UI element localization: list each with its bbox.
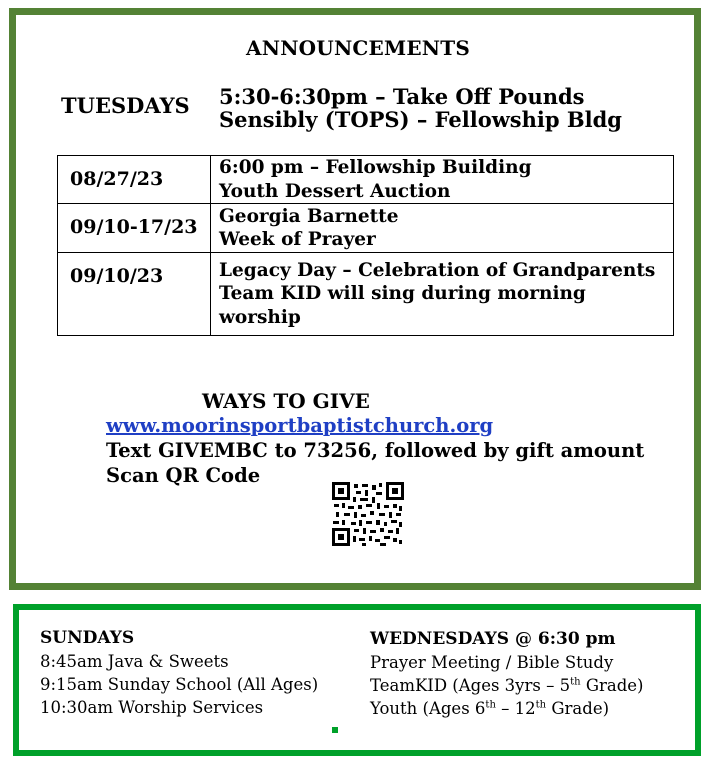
tuesday-line-2: Sensibly (TOPS) – Fellowship Bldg	[219, 107, 622, 132]
event-date: 09/10-17/23	[58, 204, 211, 253]
decorative-dot	[332, 727, 338, 733]
tuesday-label: TUESDAYS	[61, 93, 190, 118]
event-details	[211, 253, 674, 336]
wednesdays-column	[370, 628, 644, 720]
qr-code-icon[interactable]	[332, 482, 404, 546]
tuesday-line-1: 5:30-6:30pm – Take Off Pounds	[219, 84, 585, 109]
event-line: Georgia Barnette	[219, 205, 399, 227]
item-text: Grade)	[580, 676, 644, 695]
table-row	[58, 253, 674, 336]
wednesday-item	[370, 697, 644, 720]
ordinal-suffix: th	[535, 699, 547, 711]
event-details	[211, 156, 674, 204]
wednesday-item: Prayer Meeting / Bible Study	[370, 653, 614, 672]
announcements-title: ANNOUNCEMENTS	[246, 36, 470, 60]
sundays-heading: SUNDAYS	[40, 628, 135, 648]
ordinal-suffix: th	[570, 676, 581, 688]
wednesdays-heading: WEDNESDAYS @ 6:30 pm	[370, 629, 616, 649]
sunday-item: 8:45am Java & Sweets	[40, 652, 229, 671]
ordinal-suffix: th	[485, 699, 496, 711]
church-website-link[interactable]: www.moorinsportbaptistchurch.org	[106, 414, 494, 437]
ways-to-give-title: WAYS TO GIVE	[202, 389, 370, 413]
text-to-give-instructions: Text GIVEMBC to 73256, followed by gift amount Scan QR Code	[106, 439, 645, 487]
event-line: Youth Dessert Auction	[219, 180, 451, 202]
item-text: Youth (Ages 6	[370, 699, 486, 718]
tuesday-description	[219, 85, 622, 131]
event-line: Team KID will sing during morning	[219, 283, 586, 305]
event-line: 6:00 pm – Fellowship Building	[219, 157, 532, 178]
event-line: worship	[219, 306, 301, 328]
events-table	[57, 155, 674, 336]
event-line: Legacy Day – Celebration of Grandparents	[219, 259, 656, 281]
sunday-item: 9:15am Sunday School (All Ages)	[40, 675, 319, 694]
item-text: TeamKID (Ages 3yrs – 5	[370, 676, 571, 695]
event-details	[211, 204, 674, 253]
wednesday-item	[370, 674, 644, 697]
item-text: – 12	[495, 699, 536, 718]
event-date: 08/27/23	[58, 156, 211, 204]
sunday-item: 10:30am Worship Services	[40, 698, 264, 717]
table-row	[58, 204, 674, 253]
item-text: Grade)	[546, 699, 610, 718]
sundays-column	[40, 627, 318, 719]
table-row	[58, 156, 674, 204]
event-date: 09/10/23	[58, 253, 211, 336]
event-line: Week of Prayer	[219, 229, 376, 250]
